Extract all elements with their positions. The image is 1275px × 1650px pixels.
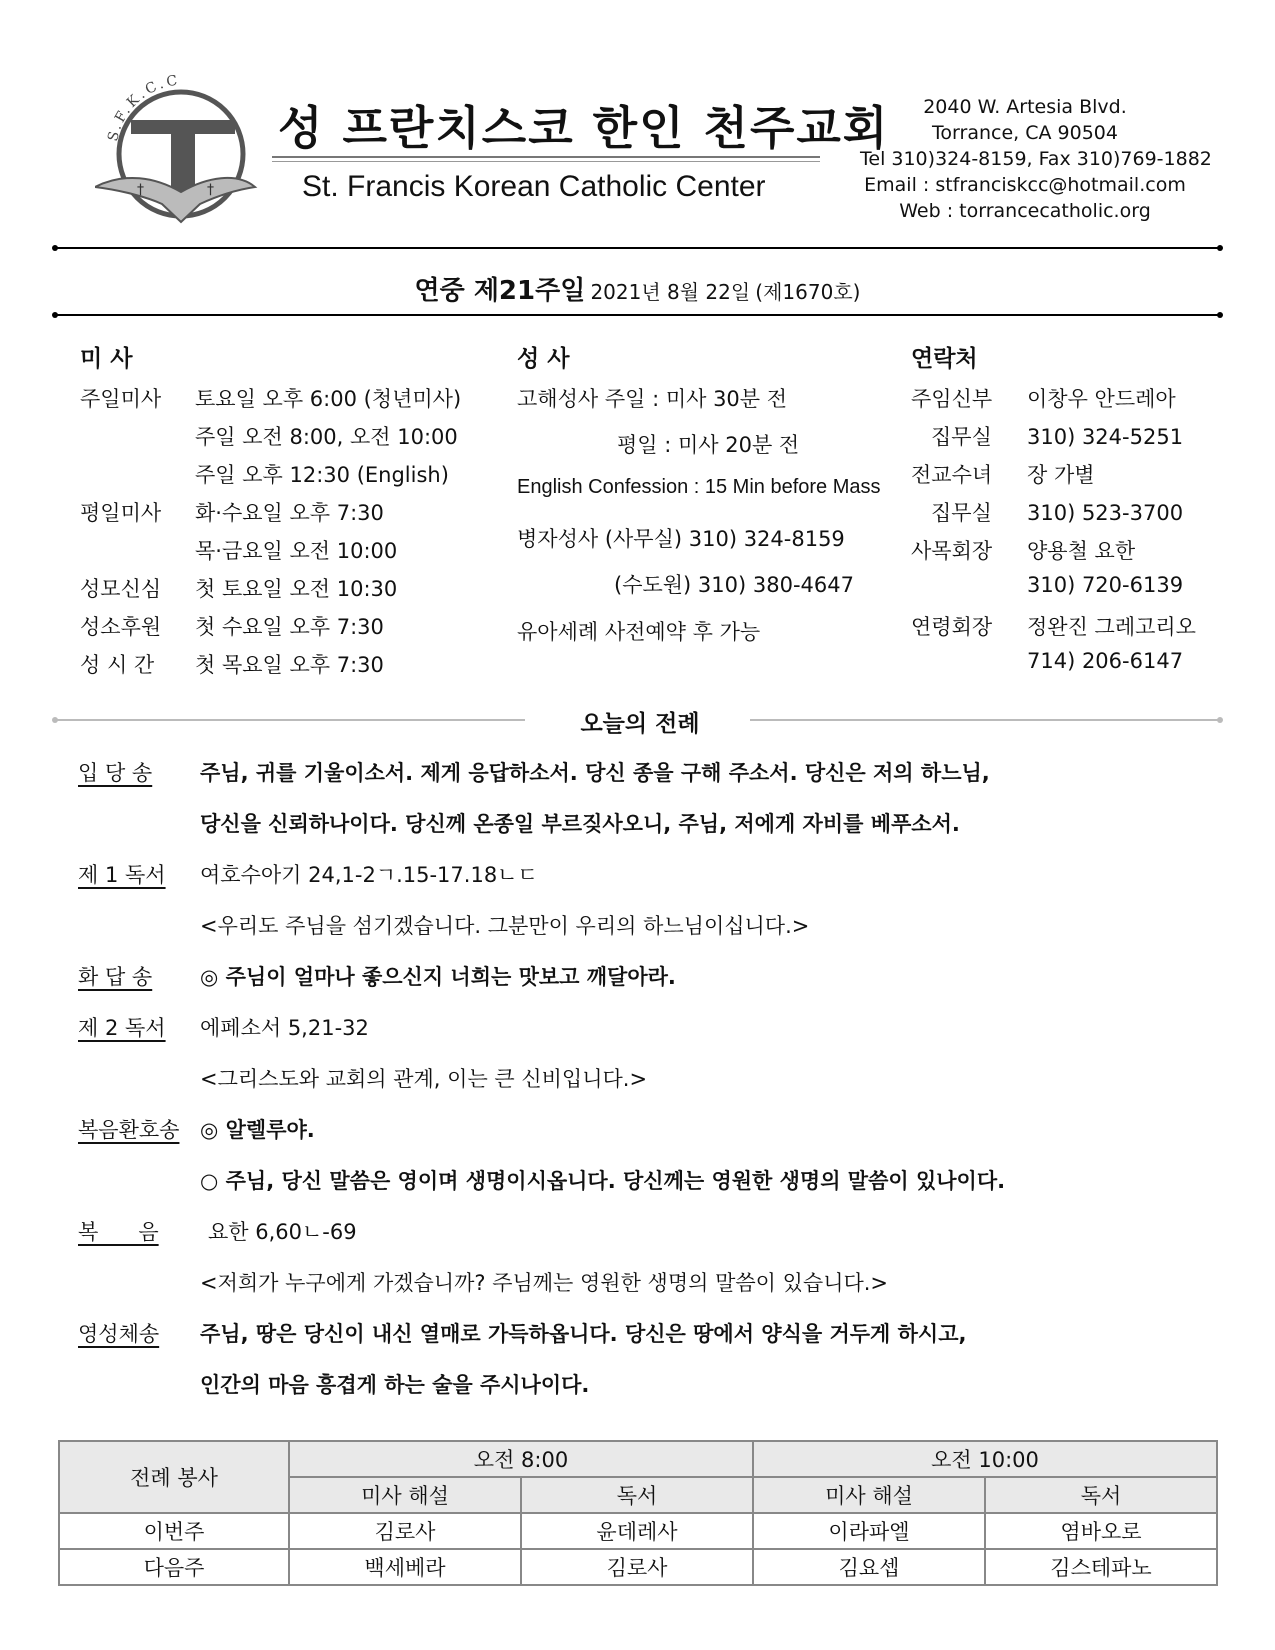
svg-text:†: † xyxy=(207,182,214,198)
table-header-reader: 독서 xyxy=(985,1477,1217,1513)
reading1-label: 제 1 독서 xyxy=(78,863,166,887)
address-phone: Tel 310)324-8159, Fax 310)769-1882 xyxy=(860,148,1212,170)
address-city: Torrance, CA 90504 xyxy=(932,122,1118,144)
mass-heading: 미 사 xyxy=(80,346,133,372)
table-cell: 김로사 xyxy=(289,1513,521,1549)
table-cell: 백세베라 xyxy=(289,1549,521,1585)
parish-logo xyxy=(95,72,275,232)
contact-row: 714) 206-6147 xyxy=(1027,649,1184,673)
alleluia-line-2: ○ 주님, 당신 말씀은 영이며 생명이시옵니다. 당신께는 영원한 생명의 말씀이 있나이다. xyxy=(200,1169,1006,1193)
table-cell-week: 이번주 xyxy=(59,1513,289,1549)
service-table xyxy=(58,1440,1218,1586)
liturgy-divider-left xyxy=(55,719,525,721)
reading1-ref: 여호수아기 24,1-2ㄱ.15-17.18ㄴㄷ xyxy=(200,863,538,887)
parish-title-korean: 성 프란치스코 한인 천주교회 xyxy=(278,101,890,155)
contact-row: 전교수녀 장 가별 xyxy=(911,463,1095,487)
parish-title-english: St. Francis Korean Catholic Center xyxy=(302,170,766,203)
table-header-commentary: 미사 해설 xyxy=(753,1477,985,1513)
mass-row: 성소후원 첫 수요일 오후 7:30 xyxy=(80,615,384,639)
table-cell: 윤데레사 xyxy=(521,1513,753,1549)
communion-label: 영성체송 xyxy=(78,1322,160,1346)
sunday-name: 연중 제21주일 xyxy=(414,276,586,306)
sacrament-row: (수도원) 310) 380-4647 xyxy=(614,573,854,597)
table-header-mass2: 오전 10:00 xyxy=(753,1441,1217,1477)
mass-row: 평일미사 화·수요일 오후 7:30 xyxy=(80,501,384,525)
mass-row: 성모신심 첫 토요일 오전 10:30 xyxy=(80,577,398,601)
mass-row: 주일미사 토요일 오후 6:00 (청년미사) xyxy=(80,387,462,411)
contact-row: 연령회장 정완진 그레고리오 xyxy=(911,615,1196,639)
address-street: 2040 W. Artesia Blvd. xyxy=(923,96,1127,118)
divider-top xyxy=(55,247,1220,249)
sacrament-heading: 성 사 xyxy=(517,346,570,372)
mass-row: 주일 오후 12:30 (English) xyxy=(195,463,449,487)
divider-bottom xyxy=(55,314,1220,316)
communion-line-1: 주님, 땅은 당신이 내신 열매로 가득하옵니다. 당신은 땅에서 양식을 거두게 하시고, xyxy=(200,1322,967,1346)
alleluia-label: 복음환호송 xyxy=(78,1118,180,1142)
parish-address xyxy=(860,94,1212,224)
gospel-summary: <저희가 누구에게 가겠습니까? 주님께는 영원한 생명의 말씀이 있습니다.> xyxy=(200,1271,889,1295)
entrance-label: 입 당 송 xyxy=(78,761,153,785)
address-email[interactable]: Email : stfranciskcc@hotmail.com xyxy=(864,174,1186,196)
sunday-banner xyxy=(0,270,1275,307)
reading1-summary: <우리도 주님을 섬기겠습니다. 그분만이 우리의 하느님이십니다.> xyxy=(200,914,810,938)
gospel-label: 복 음 xyxy=(78,1220,159,1244)
psalm-text: ◎ 주님이 얼마나 좋으신지 너희는 맛보고 깨달아라. xyxy=(200,965,676,989)
mass-row: 성 시 간 첫 목요일 오후 7:30 xyxy=(80,653,384,677)
contact-heading: 연락처 xyxy=(911,346,978,372)
psalm-label: 화 답 송 xyxy=(78,965,153,989)
sacrament-row: 병자성사 (사무실) 310) 324-8159 xyxy=(517,527,845,551)
sunday-date: 2021년 8월 22일 xyxy=(590,280,751,304)
table-header-mass1: 오전 8:00 xyxy=(289,1441,753,1477)
table-cell: 김로사 xyxy=(521,1549,753,1585)
table-cell: 이라파엘 xyxy=(753,1513,985,1549)
contact-row: 주임신부 이창우 안드레아 xyxy=(911,387,1176,411)
table-header-reader: 독서 xyxy=(521,1477,753,1513)
contact-row: 사목회장 양용철 요한 xyxy=(911,539,1136,563)
table-row xyxy=(59,1549,1217,1585)
logo-text: S.F.K.C.C xyxy=(105,72,182,143)
entrance-line-1: 주님, 귀를 기울이소서. 제게 응답하소서. 당신 종을 구해 주소서. 당신은 저의 하느님, xyxy=(200,761,990,785)
reading2-ref: 에페소서 5,21-32 xyxy=(200,1016,369,1040)
reading2-summary: <그리스도와 교회의 관계, 이는 큰 신비입니다.> xyxy=(200,1067,648,1091)
sacrament-row: 유아세례 사전예약 후 가능 xyxy=(517,620,761,644)
contact-row: 집무실 310) 523-3700 xyxy=(931,501,1184,525)
table-row xyxy=(59,1513,1217,1549)
sacrament-row: English Confession : 15 Min before Mass xyxy=(517,476,881,498)
sunday-issue: (제1670호) xyxy=(755,280,861,304)
alleluia-line-1: ◎ 알렐루야. xyxy=(200,1118,315,1142)
sacrament-row: 고해성사 주일 : 미사 30분 전 xyxy=(517,387,788,411)
svg-text:†: † xyxy=(137,182,144,198)
sacrament-row: 평일 : 미사 20분 전 xyxy=(617,433,800,457)
address-web[interactable]: Web : torrancecatholic.org xyxy=(899,200,1151,222)
mass-row: 주일 오전 8:00, 오전 10:00 xyxy=(195,425,458,449)
contact-row: 집무실 310) 324-5251 xyxy=(931,425,1184,449)
contact-row: 310) 720-6139 xyxy=(1027,573,1184,597)
gospel-ref: 요한 6,60ㄴ-69 xyxy=(208,1220,357,1244)
entrance-line-2: 당신을 신뢰하나이다. 당신께 온종일 부르짖사오니, 주님, 저에게 자비를 베푸소서. xyxy=(200,812,960,836)
table-cell: 김요셉 xyxy=(753,1549,985,1585)
title-divider xyxy=(272,156,820,162)
liturgy-divider-right xyxy=(750,719,1220,721)
table-cell: 김스테파노 xyxy=(985,1549,1217,1585)
communion-line-2: 인간의 마음 흥겹게 하는 술을 주시나이다. xyxy=(200,1373,590,1397)
reading2-label: 제 2 독서 xyxy=(78,1016,166,1040)
table-header-service: 전례 봉사 xyxy=(59,1441,289,1513)
table-cell: 염바오로 xyxy=(985,1513,1217,1549)
table-header-commentary: 미사 해설 xyxy=(289,1477,521,1513)
table-cell-week: 다음주 xyxy=(59,1549,289,1585)
mass-row: 목·금요일 오전 10:00 xyxy=(195,539,398,563)
liturgy-title: 오늘의 전례 xyxy=(580,711,700,737)
